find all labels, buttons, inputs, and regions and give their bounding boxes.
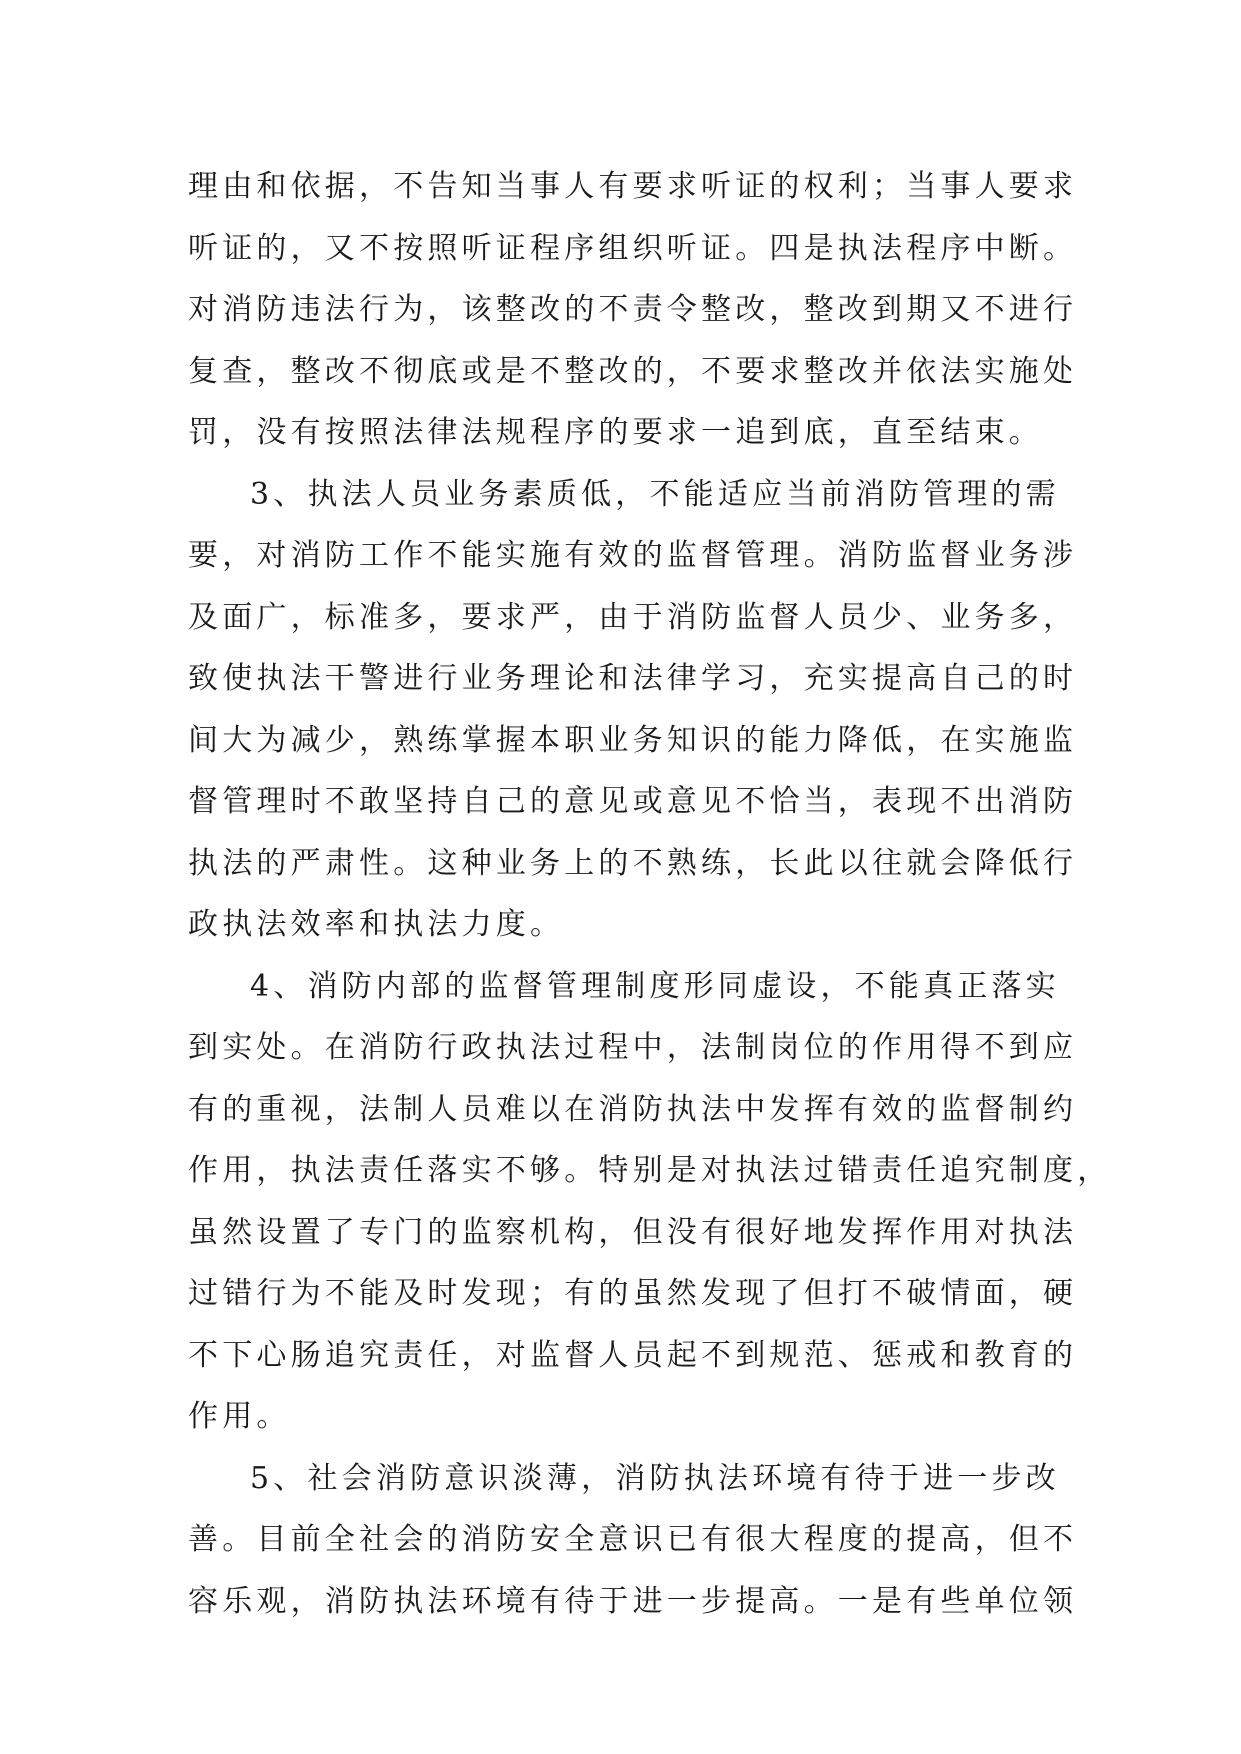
- text-line: 执法的严肃性。这种业务上的不熟练，长此以往就会降低行: [188, 845, 1078, 881]
- text-line: 到实处。在消防行政执法过程中，法制岗位的作用得不到应: [188, 1030, 1078, 1065]
- document-body: [188, 156, 1112, 1632]
- text-line: 对消防违法行为，该整改的不责令整改，整改到期又不进行: [188, 292, 1078, 327]
- text-line: 有的重视，法制人员难以在消防执法中发挥有效的监督制约: [188, 1091, 1078, 1127]
- text-line: 及面广，标准多，要求严，由于消防监督人员少、业务多，: [188, 599, 1078, 635]
- text-line: 间大为减少，熟练掌握本职业务知识的能力降低，在实施监: [188, 722, 1078, 758]
- text-line: 过错行为不能及时发现；有的虽然发现了但打不破情面，硬: [188, 1276, 1078, 1311]
- paragraph-5-start: 5、社会消防意识淡薄，消防执法环境有待于进一步改: [250, 1460, 1060, 1496]
- text-line: 听证的，又不按照听证程序组织听证。四是执法程序中断。: [188, 230, 1078, 266]
- text-line: 要，对消防工作不能实施有效的监督管理。消防监督业务涉: [188, 538, 1078, 573]
- text-line: 作用，执法责任落实不够。特别是对执法过错责任追究制度，: [188, 1153, 1112, 1188]
- text-line: 容乐观，消防执法环境有待于进一步提高。一是有些单位领: [188, 1583, 1078, 1619]
- text-line: 作用。: [188, 1399, 291, 1434]
- text-line: 虽然设置了专门的监察机构，但没有很好地发挥作用对执法: [188, 1214, 1078, 1250]
- text-line: 致使执法干警进行业务理论和法律学习，充实提高自己的时: [188, 661, 1078, 696]
- text-line: 罚，没有按照法律法规程序的要求一追到底，直至结束。: [188, 415, 1043, 450]
- paragraph-4-start: 4、消防内部的监督管理制度形同虚设，不能真正落实: [250, 968, 1060, 1004]
- text-line: 督管理时不敢坚持自己的意见或意见不恰当，表现不出消防: [188, 784, 1078, 819]
- paragraph-3-start: 3、执法人员业务素质低，不能适应当前消防管理的需: [250, 476, 1060, 512]
- text-line: 复查，整改不彻底或是不整改的，不要求整改并依法实施处: [188, 353, 1078, 389]
- text-line: 不下心肠追究责任，对监督人员起不到规范、惩戒和教育的: [188, 1337, 1078, 1373]
- text-line: 政执法效率和执法力度。: [188, 907, 565, 942]
- text-line: 理由和依据，不告知当事人有要求听证的权利；当事人要求: [188, 169, 1078, 204]
- text-line: 善。目前全社会的消防安全意识已有很大程度的提高，但不: [188, 1522, 1078, 1557]
